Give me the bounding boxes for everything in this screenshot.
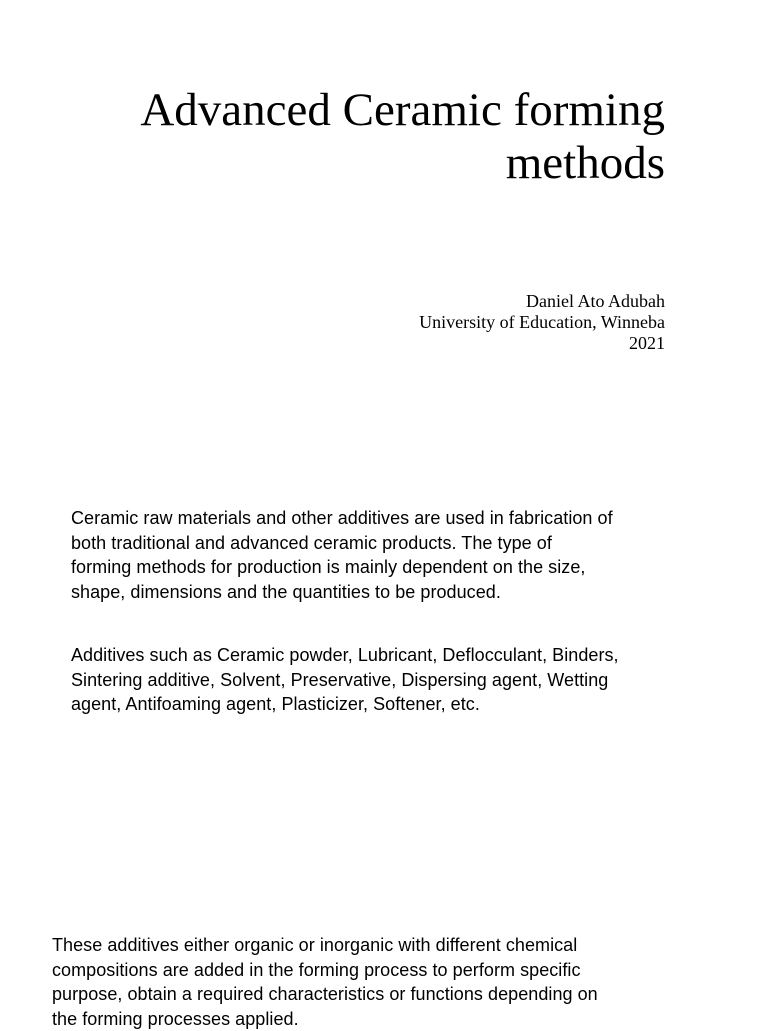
institution-name: University of Education, Winneba (0, 312, 665, 333)
publication-year: 2021 (0, 333, 665, 354)
additives-purpose-paragraph (52, 933, 598, 1031)
intro-paragraph (71, 506, 613, 604)
paragraph-line: Ceramic raw materials and other additives are used in fabrication of (71, 506, 613, 531)
paragraph-line: the forming processes applied. (52, 1007, 598, 1031)
paragraph-line: compositions are added in the forming process to perform specific (52, 958, 598, 983)
paragraph-line: forming methods for production is mainly dependent on the size, (71, 555, 613, 580)
paragraph-line: Additives such as Ceramic powder, Lubricant, Deflocculant, Binders, (71, 643, 619, 668)
paragraph-line: both traditional and advanced ceramic products. The type of (71, 531, 613, 556)
author-info (0, 291, 665, 354)
paragraph-line: agent, Antifoaming agent, Plasticizer, Softener, etc. (71, 692, 619, 717)
additives-paragraph (71, 643, 619, 717)
paragraph-line: These additives either organic or inorganic with different chemical (52, 933, 598, 958)
paragraph-line: purpose, obtain a required characteristics or functions depending on (52, 982, 598, 1007)
paragraph-line: Sintering additive, Solvent, Preservative, Dispersing agent, Wetting (71, 668, 619, 693)
title-line-1: Advanced Ceramic forming (0, 84, 665, 137)
title-line-2: methods (0, 137, 665, 190)
author-name: Daniel Ato Adubah (0, 291, 665, 312)
paragraph-line: shape, dimensions and the quantities to be produced. (71, 580, 613, 605)
page-title (0, 84, 665, 190)
